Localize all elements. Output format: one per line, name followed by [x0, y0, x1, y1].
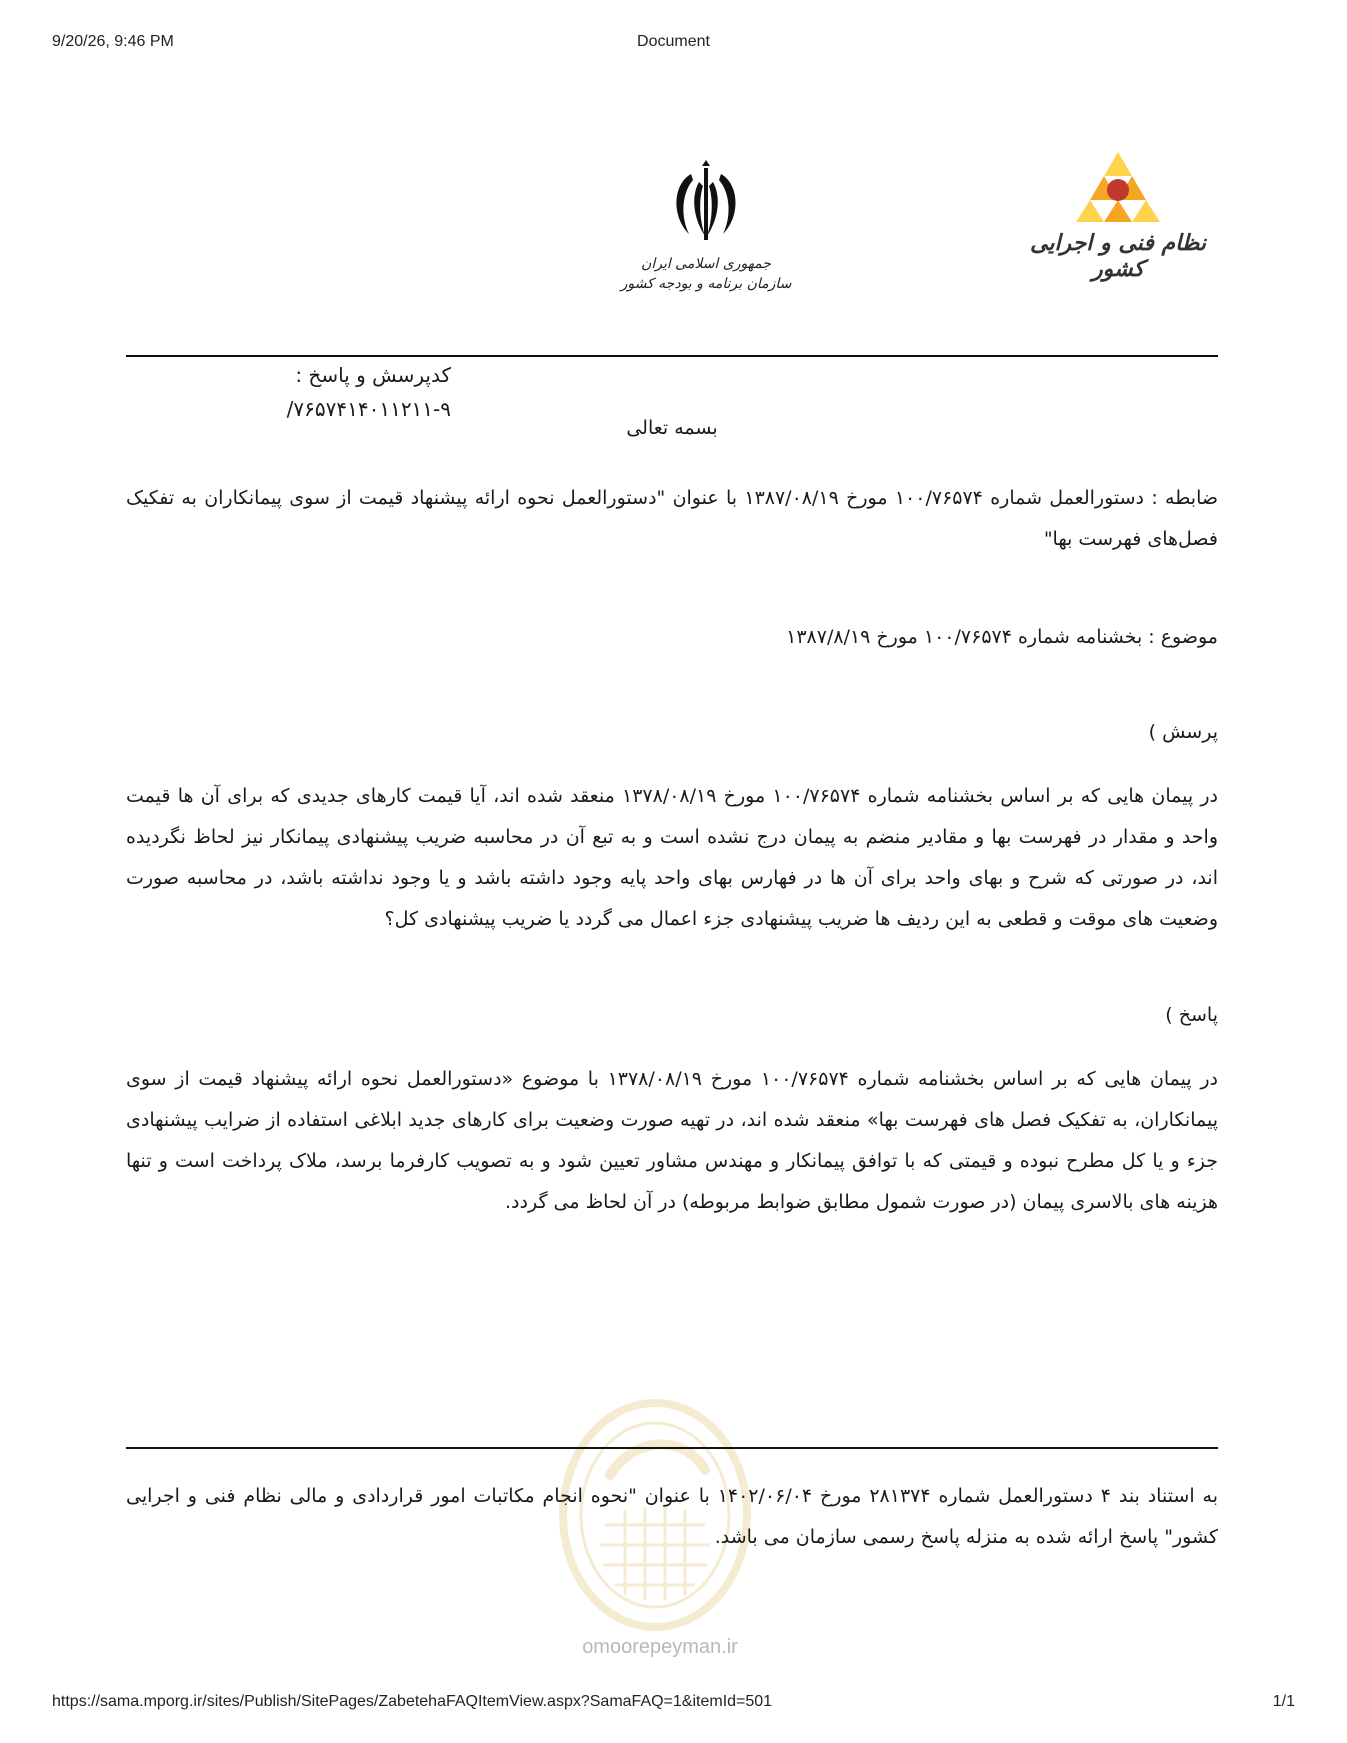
letterhead — [126, 150, 1218, 421]
footer-divider — [126, 1447, 1218, 1449]
iran-emblem-icon — [661, 160, 751, 250]
print-footer — [0, 1693, 1347, 1717]
print-url: https://sama.mporg.ir/sites/Publish/SitePages/ZabetehaFAQItemView.aspx?SamaFAQ=1&itemId=501 — [52, 1693, 773, 1710]
nezam-fanni-logo-text: نظام فنی و اجرایی کشور — [1029, 230, 1206, 282]
answer-heading: پاسخ ) — [1165, 1004, 1218, 1026]
header-divider — [126, 355, 1218, 357]
question-body: در پیمان هایی که بر اساس بخشنامه شماره ۱۰۰/۷۶۵۷۴ مورخ ۱۳۷۸/۰۸/۱۹ منعقد شده اند، آیا قیمت کارهای جدیدی که برای آن ها قیمت واحد و مقدار در فهرست بها و مقادیر منضم به پیمان درج نشده است و به تبع آن در محاسبه ضریب پیشنهادی پیمانکار نیز لحاظ نگردیده اند، در صورتی که شرح و بهای واحد برای آن ها در فهارس بهای واحد پایه وجود داشته باشد و یا وجود نداشته باشد، در محاسبه صورت وضعیت های موقت و قطعی به این ردیف ها ضریب پیشنهادی جزء اعمال می گردد یا ضریب پیشنهادی کل؟ — [126, 785, 1218, 930]
emblem-caption-line1: جمهوری اسلامی ایران — [641, 256, 771, 272]
nezam-fanni-logo-icon — [1070, 150, 1166, 222]
answer-body: در پیمان هایی که بر اساس بخشنامه شماره ۱۰۰/۷۶۵۷۴ مورخ ۱۳۷۸/۰۸/۱۹ با موضوع «دستورالعمل نحوه ارائه پیشنهاد قیمت از سوی پیمانکاران، به تفکیک فصل های فهرست بها» منعقد شده اند، در تهیه صورت وضعیت برای کارهای جدید ابلاغی استفاده از ضرایب پیشنهادی جزء و یا کل مطرح نبوده و قیمتی که با توافق پیمانکار و مهندس مشاور تعیین شود و به تصویب کارفرما برسد، ملاک پرداخت است و تنها هزینه های بالاسری پیمان (در صورت شمول مطابق ضوابط مربوطه) در آن لحاظ می گردد. — [126, 1068, 1219, 1213]
invocation: بسمه تعالی — [626, 417, 718, 439]
emblem-caption-line2: سازمان برنامه و بودجه کشور — [620, 276, 792, 292]
print-datetime: 9/20/26, 9:46 PM — [52, 33, 174, 50]
nezam-fanni-logo-block — [1018, 150, 1218, 282]
footer-note: به استناد بند ۴ دستورالعمل شماره ۲۸۱۳۷۴ مورخ ۱۴۰۲/۰۶/۰۴ با عنوان "نحوه انجام مکاتبات امور قراردادی و مالی نظام فنی و اجرایی کشور" پاسخ ارائه شده به منزله پاسخ رسمی سازمان می باشد. — [126, 1485, 1218, 1548]
question-heading: پرسش ) — [1148, 721, 1218, 743]
subject-line: موضوع : بخشنامه شماره ۱۰۰/۷۶۵۷۴ مورخ ۱۳۸۷/۸/۱۹ — [786, 626, 1218, 648]
inquiry-code-value: ۷۶۵۷۴۱۴۰۱۱۲۱۱-۹/ — [286, 397, 451, 421]
print-header — [0, 33, 1347, 57]
regulation-reference: ضابطه : دستورالعمل شماره ۱۰۰/۷۶۵۷۴ مورخ ۱۳۸۷/۰۸/۱۹ با عنوان "دستورالعمل نحوه ارائه پیشنهاد قیمت از سوی پیمانکاران به تفکیک فصل‌های فهرست بها" — [126, 487, 1218, 550]
inquiry-code-label: کدپرسش و پاسخ : — [295, 363, 451, 387]
organization-emblem-block — [606, 160, 806, 294]
watermark-site-text: omoorepeyman.ir — [582, 1636, 738, 1658]
print-page-number: 1/1 — [1272, 1693, 1295, 1710]
print-title: Document — [637, 33, 710, 50]
